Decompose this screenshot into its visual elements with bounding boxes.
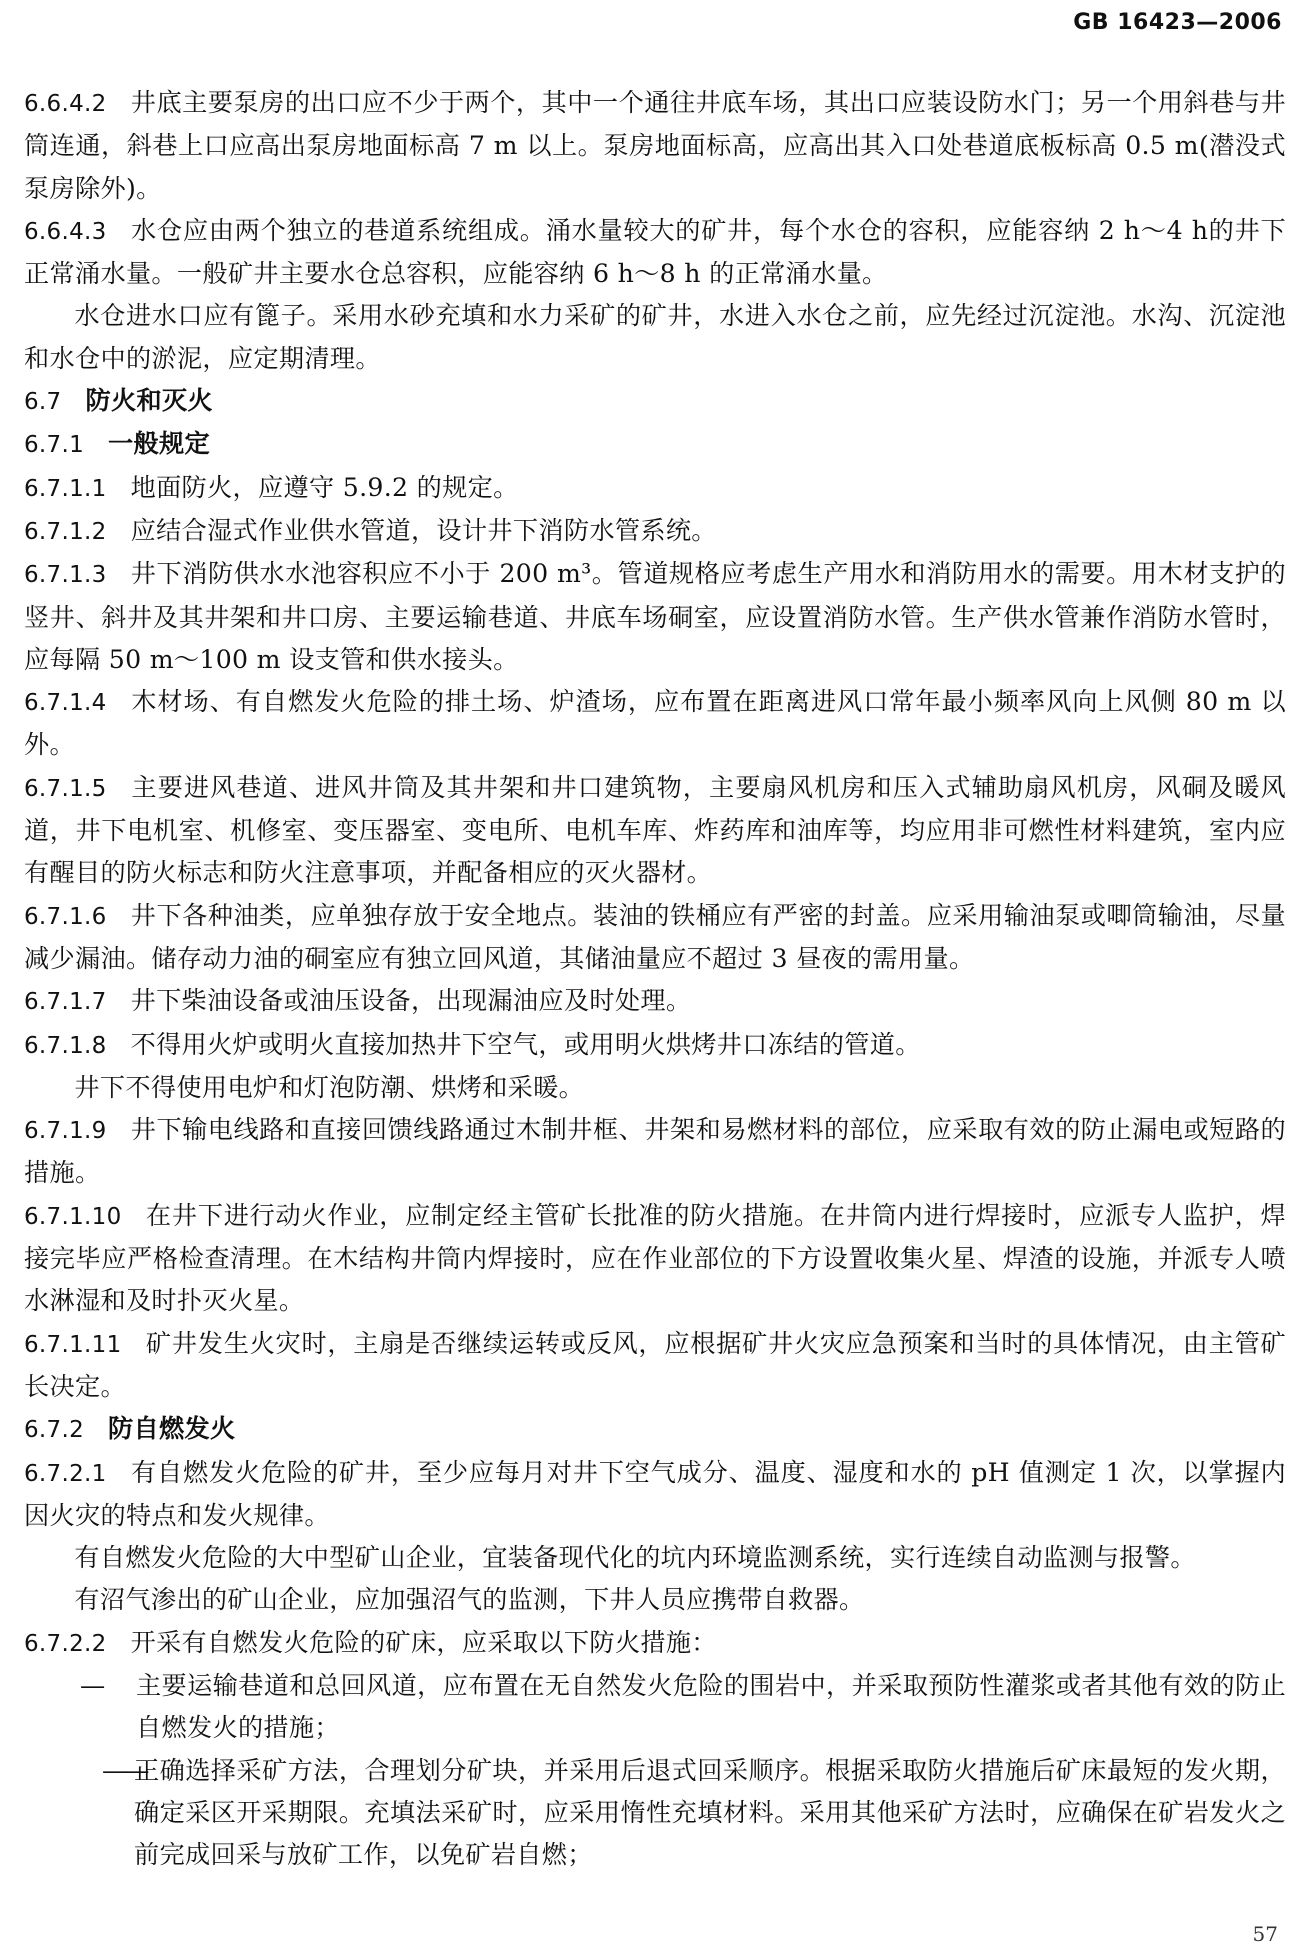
list-item	[24, 1665, 1286, 1750]
section-title: 防火和灭火	[85, 386, 213, 416]
clause-6-7-1-10	[24, 1195, 1286, 1323]
section-title: 一般规定	[108, 429, 210, 459]
clause-number: 6.7.1.5	[24, 775, 107, 802]
clause-number: 6.6.4.2	[24, 91, 107, 117]
dash-marker: —	[80, 1670, 106, 1700]
clause-6-6-4-3	[24, 210, 1286, 296]
list-item	[24, 1750, 1286, 1877]
dash-marker: ——	[102, 1755, 147, 1785]
section-heading-6-7-1	[24, 423, 1286, 466]
clause-text: 地面防火，应遵守 5.9.2 的规定。	[130, 472, 519, 502]
clause-6-6-4-2	[24, 82, 1286, 210]
clause-number: 6.7.1.9	[24, 1118, 107, 1145]
clause-6-7-2-1	[24, 1452, 1286, 1538]
page-number: 57	[1252, 1922, 1278, 1946]
clause-text: 井下柴油设备或油压设备，出现漏油应及时处理。	[130, 986, 692, 1016]
clause-6-7-1-2	[24, 510, 1286, 553]
clause-6-7-1-3	[24, 553, 1286, 681]
list-item-text: 主要运输巷道和总回风道，应布置在无自然发火危险的围岩中，并采取预防性灌浆或者其他有效的防止自燃发火的措施；	[136, 1670, 1286, 1743]
clause-text: 不得用火炉或明火直接加热井下空气，或用明火烘烤井口冻结的管道。	[130, 1029, 921, 1059]
clause-number: 6.7.1.2	[24, 518, 107, 545]
clause-6-7-1-7	[24, 980, 1286, 1023]
clause-text: 开采有自燃发火危险的矿床，应采取以下防火措施：	[130, 1627, 717, 1657]
paragraph-no-electric-heaters: 井下不得使用电炉和灯泡防潮、烘烤和采暖。	[74, 1072, 585, 1102]
section-heading-6-7-2	[24, 1408, 1286, 1451]
clause-text: 矿井发生火灾时，主扇是否继续运转或反风，应根据矿井火灾应急预案和当时的具体情况，由主管矿长决定。	[24, 1328, 1286, 1401]
clause-6-7-1-5	[24, 767, 1286, 895]
clause-text: 应结合湿式作业供水管道，设计井下消防水管系统。	[130, 515, 717, 545]
clause-6-7-1-4	[24, 681, 1286, 767]
clause-text: 有自燃发火危险的矿井，至少应每月对井下空气成分、温度、湿度和水的 pH 值测定 1 次，以掌握内因火灾的特点和发火规律。	[24, 1457, 1286, 1530]
section-title: 防自燃发火	[108, 1414, 236, 1444]
clause-number: 6.7.1.3	[24, 562, 107, 589]
clause-6-7-2-2	[24, 1622, 1286, 1665]
clause-6-7-1-1	[24, 467, 1286, 510]
section-number: 6.7	[24, 389, 62, 416]
clause-text: 井下各种油类，应单独存放于安全地点。装油的铁桶应有严密的封盖。应采用输油泵或唧筒输油，尽量减少漏油。储存动力油的硐室应有独立回风道，其储油量应不超过 3 昼夜的需用量。	[24, 900, 1286, 973]
clause-number: 6.6.4.3	[24, 218, 107, 245]
clause-number: 6.7.2.1	[24, 1460, 107, 1487]
clause-number: 6.7.1.11	[24, 1331, 122, 1358]
list-item-text: 正确选择采矿方法，合理划分矿块，并采用后退式回采顺序。根据采取防火措施后矿床最短的发火期，确定采区开采期限。充填法采矿时，应采用惰性充填材料。采用其他采矿方法时，应确保在矿岩发火之前完成回采与放矿工作，以免矿岩自燃；	[134, 1755, 1286, 1870]
clause-6-7-1-9	[24, 1109, 1286, 1195]
clause-text: 木材场、有自燃发火危险的排土场、炉渣场，应布置在距离进风口常年最小频率风向上风侧 80 m 以外。	[24, 687, 1286, 760]
section-heading-6-7	[24, 380, 1286, 423]
section-number: 6.7.2	[24, 1417, 85, 1444]
clause-text: 井下输电线路和直接回馈线路通过木制井框、井架和易燃材料的部位，应采取有效的防止漏电或短路的措施。	[24, 1115, 1286, 1188]
section-number: 6.7.1	[24, 432, 85, 459]
clause-text: 主要进风巷道、进风井筒及其井架和井口建筑物，主要扇风机房和压入式辅助扇风机房，风硐及暖风道，井下电机室、机修室、变压器室、变电所、电机车库、炸药库和油库等，均应用非可燃性材料建筑，室内应有醒目的防火标志和防火注意事项，并配备相应的灭火器材。	[24, 772, 1286, 888]
clause-text: 井下消防供水水池容积应不小于 200 m³。管道规格应考虑生产用水和消防用水的需要。用木材支护的竖井、斜井及其井架和井口房、主要运输巷道、井底车场硐室，应设置消防水管。生产供水管兼作消防水管时，应每隔 50 m～100 m 设支管和供水接头。	[24, 559, 1286, 674]
paragraph-monitoring-system: 有自燃发火危险的大中型矿山企业，宜装备现代化的坑内环境监测系统，实行连续自动监测与报警。	[74, 1543, 1196, 1573]
clause-6-7-1-6	[24, 895, 1286, 981]
clause-number: 6.7.1.1	[24, 475, 107, 502]
paragraph-methane-monitoring: 有沼气渗出的矿山企业，应加强沼气的监测，下井人员应携带自救器。	[74, 1585, 865, 1615]
clause-6-7-1-8	[24, 1024, 1286, 1067]
clause-number: 6.7.2.2	[24, 1630, 107, 1657]
clause-number: 6.7.1.4	[24, 690, 107, 717]
clause-number: 6.7.1.6	[24, 903, 107, 930]
document-body	[24, 82, 1286, 1876]
clause-number: 6.7.1.10	[24, 1203, 122, 1230]
clause-number: 6.7.1.8	[24, 1032, 107, 1059]
paragraph-water-tank-inlet: 水仓进水口应有篦子。采用水砂充填和水力采矿的矿井，水进入水仓之前，应先经过沉淀池。水沟、沉淀池和水仓中的淤泥，应定期清理。	[24, 301, 1286, 373]
clause-number: 6.7.1.7	[24, 989, 107, 1016]
clause-text: 井底主要泵房的出口应不少于两个，其中一个通往井底车场，其出口应装设防水门；另一个用斜巷与井筒连通，斜巷上口应高出泵房地面标高 7 m 以上。泵房地面标高，应高出其入口处巷道底板标高 0.5 m(潜没式泵房除外)。	[24, 88, 1286, 203]
clause-text: 在井下进行动火作业，应制定经主管矿长批准的防火措施。在井筒内进行焊接时，应派专人监护，焊接完毕应严格检查清理。在木结构井筒内焊接时，应在作业部位的下方设置收集火星、焊渣的设施，并派专人喷水淋湿和及时扑灭火星。	[24, 1200, 1286, 1316]
clause-text: 水仓应由两个独立的巷道系统组成。涌水量较大的矿井，每个水仓的容积，应能容纳 2 h～4 h的井下正常涌水量。一般矿井主要水仓总容积，应能容纳 6 h～8 h 的正常涌水量。	[24, 215, 1286, 289]
standard-code-header: GB 16423—2006	[1073, 10, 1282, 35]
clause-6-7-1-11	[24, 1323, 1286, 1409]
